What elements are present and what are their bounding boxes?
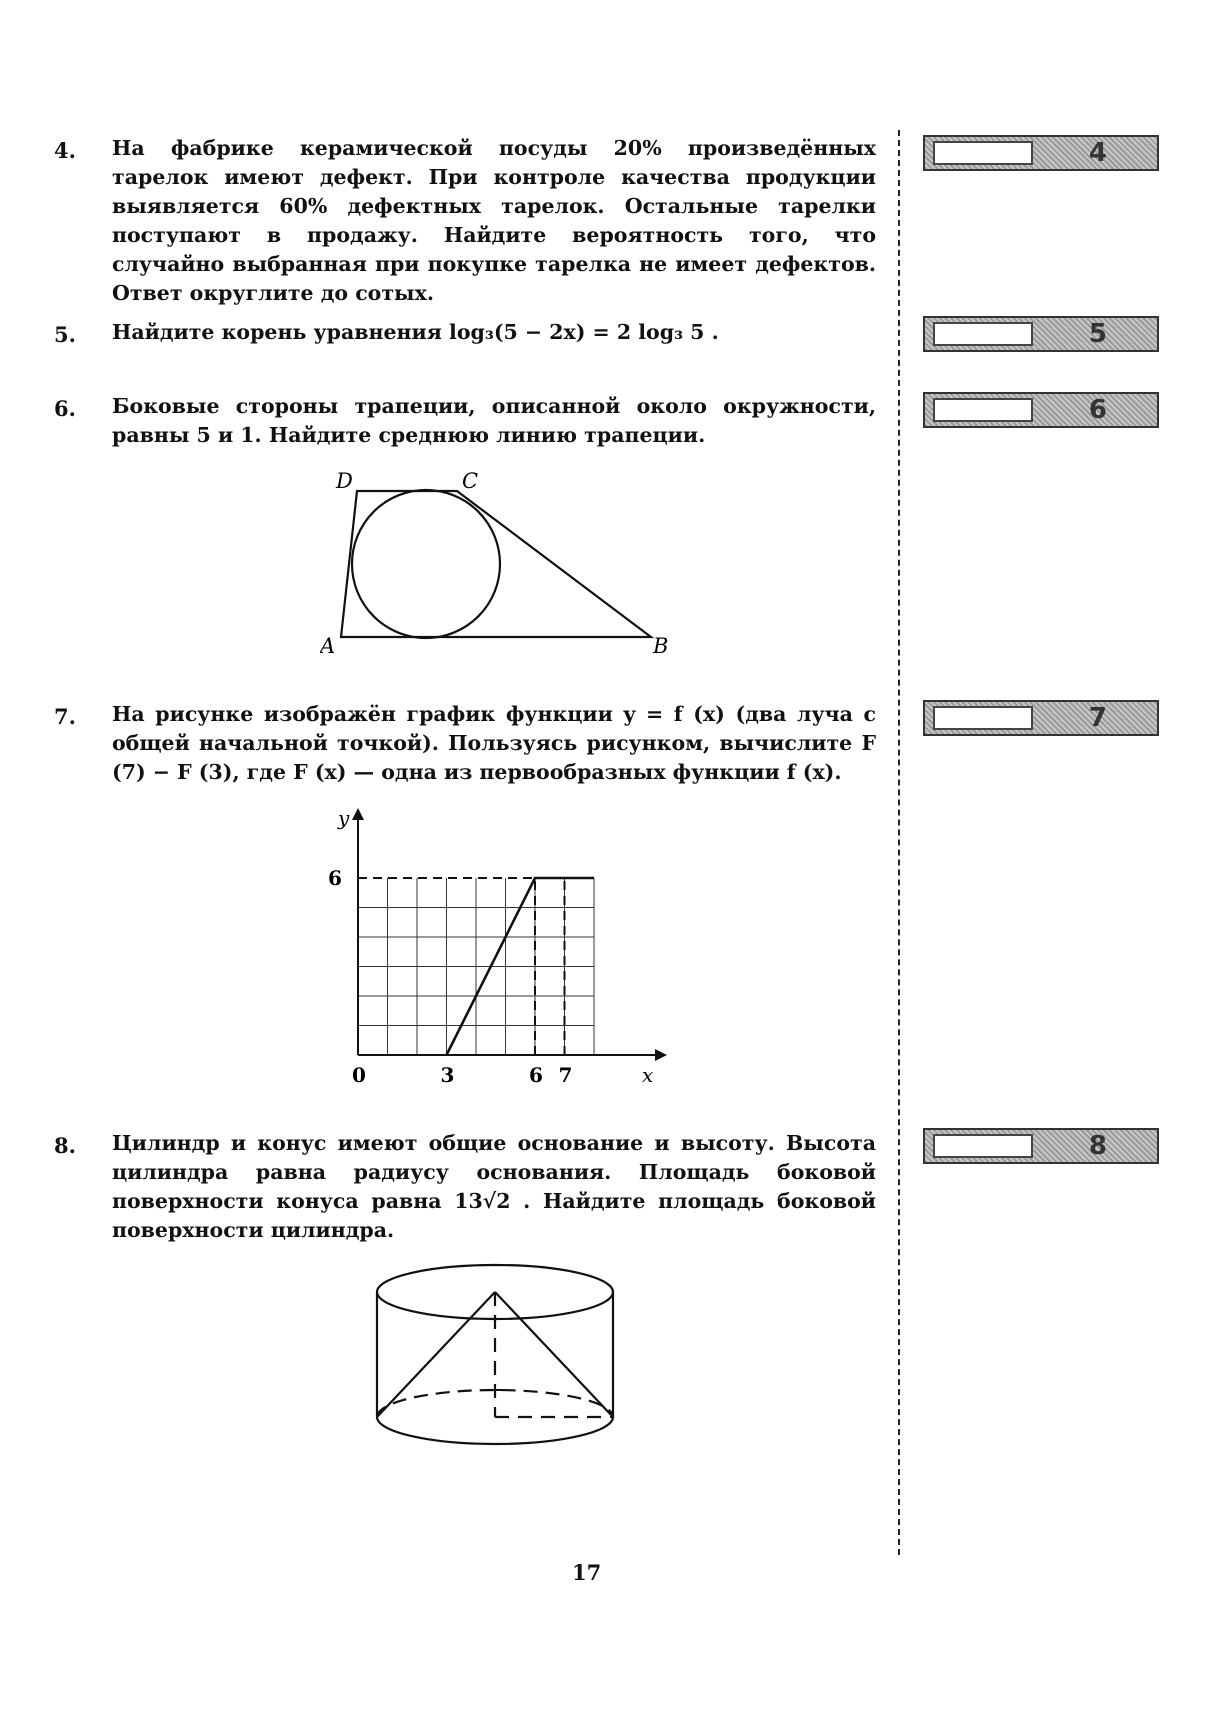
answer-label-7: 7 [1088, 703, 1107, 733]
problem-7-number: 7. [54, 704, 76, 729]
y-axis-arrow [352, 808, 364, 820]
function-graph [320, 805, 680, 1090]
x-tick-0: 0 [352, 1063, 366, 1087]
answer-label-4: 4 [1088, 138, 1107, 168]
y-tick-6: 6 [328, 866, 342, 890]
answer-input-8[interactable] [933, 1134, 1033, 1158]
grid [358, 878, 594, 1055]
cone-right-edge [495, 1292, 613, 1417]
answer-box-4 [923, 135, 1159, 171]
cone-left-edge [377, 1292, 495, 1417]
answer-label-8: 8 [1088, 1131, 1107, 1161]
x-tick-3: 3 [440, 1063, 455, 1087]
problem-5-prefix: Найдите корень уравнения [112, 320, 442, 344]
problem-6-text: Боковые стороны трапеции, описанной около окружности, равны 5 и 1. Найдите среднюю линию трапеции. [112, 394, 876, 447]
problem-8-text: Цилиндр и конус имеют общие основание и высоту. Высота цилиндра равна радиусу основания. Площадь боковой поверхности конуса равна 13√2 . Найдите площадь боковой поверхности цилиндра. [112, 1131, 876, 1242]
answer-input-7[interactable] [933, 706, 1033, 730]
trapezoid-figure [320, 470, 680, 660]
problem-8-number: 8. [54, 1133, 76, 1158]
answer-box-8 [923, 1128, 1159, 1164]
problem-5-equation: log₃(5 − 2x) = 2 log₃ 5 . [449, 320, 719, 344]
label-c: C [462, 470, 479, 493]
x-tick-6: 6 [529, 1063, 543, 1087]
label-d: D [336, 470, 353, 493]
x-axis-arrow [655, 1049, 667, 1061]
cut-line [898, 130, 900, 1555]
cylinder-bottom-front [377, 1417, 613, 1444]
answer-label-5: 5 [1088, 319, 1107, 349]
problem-4-number: 4. [54, 138, 76, 163]
x-axis-label: x [642, 1063, 654, 1087]
answer-label-6: 6 [1088, 395, 1107, 425]
label-b: B [653, 634, 669, 658]
x-tick-7: 7 [558, 1063, 573, 1087]
problem-5-number: 5. [54, 322, 76, 347]
page-number: 17 [572, 1560, 602, 1585]
cylinder-cone-figure [370, 1260, 630, 1460]
answer-input-5[interactable] [933, 322, 1033, 346]
problem-4-text: На фабрике керамической посуды 20% произведённых тарелок имеют дефект. При контроле качества продукции выявляется 60% дефектных тарелок. Остальные тарелки поступают в продажу. Найдите вероятность того, что случайно выбранная при покупке тарелка не имеет дефектов. Ответ округлите до сотых. [112, 136, 876, 305]
trapezoid-shape [341, 491, 651, 637]
problem-6-number: 6. [54, 396, 76, 421]
answer-box-7 [923, 700, 1159, 736]
y-axis-label: y [338, 806, 350, 830]
answer-input-6[interactable] [933, 398, 1033, 422]
answer-box-6 [923, 392, 1159, 428]
problem-7-text: На рисунке изображён график функции y = f (x) (два луча с общей начальной точкой). Пользуясь рисунком, вычислите F (7) − F (3), где F (x) — одна из первообразных функции f (x). [112, 702, 876, 784]
inscribed-circle [352, 490, 500, 638]
problem-5-text [112, 318, 876, 347]
answer-input-4[interactable] [933, 141, 1033, 165]
answer-box-5 [923, 316, 1159, 352]
label-a: A [320, 634, 336, 658]
